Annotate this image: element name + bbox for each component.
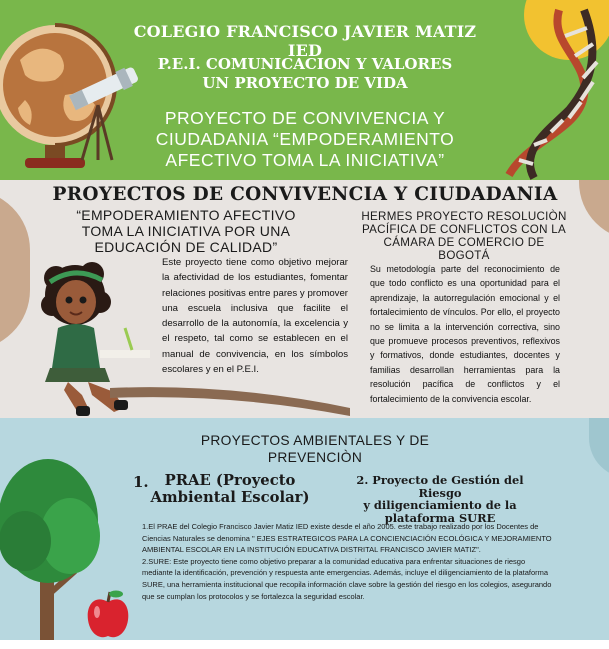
bottom-border (0, 640, 609, 649)
sure-heading (340, 474, 540, 524)
section-title (180, 432, 450, 466)
hermes-description: Su metodología parte del reconocimiento de que todo conflicto es una oportunidad para el aprendizaje, la autorregulación emocional y el fortalecimiento de vínculos. Por ello, el proyecto no se limita a la intervención correctiva, sino que promueve procesos preventivos, reflexivos y formativos, donde estudiantes, docentes y familias desarrollan herramientas para la resolución pacífica de conflictos y el fortalecimiento de la convivencia escolar. (370, 264, 560, 404)
hermes-title-line: BOGOTÁ (438, 249, 490, 262)
pei-subtitle: UN PROYECTO DE VIDA (202, 74, 408, 92)
convivencia-section (0, 180, 609, 418)
sure-heading-line: plataforma SURE (384, 510, 496, 525)
list-item: 2.SURE: Este proyecto tiene como objetivo preparar a la comunidad educativa para enfrentar situaciones de riesgo mediante la identificación, prevención y respuesta ante emergencias. Además, incluye el diligenciamiento de la plataforma SURE, una herramienta institucional que recopila información clave sobre la gestión del riesgo en los colegios, asegurando que se cumplan los protocolos y se fortalezca la seguridad escolar. (142, 556, 552, 601)
prae-number: 1. (133, 473, 149, 491)
project-title-line: CIUDADANIA “EMPODERAMIENTO (155, 129, 455, 149)
section-title-line: PROYECTOS AMBIENTALES Y DE (200, 433, 430, 448)
subtitle-line: TOMA LA INICIATIVA POR UNA (81, 223, 291, 239)
sure-heading-line: y diligenciamiento de la (363, 498, 517, 512)
project-title (130, 108, 480, 171)
header-banner (0, 0, 609, 180)
decorative-shape (589, 418, 609, 478)
school-name: COLEGIO FRANCISCO JAVIER MATIZ IED (133, 22, 477, 60)
section-title-line: PREVENCIÒN (267, 450, 363, 465)
sure-heading-line: 2. Proyecto de Gestión del Riesgo (356, 473, 524, 500)
hermes-title-line: CÁMARA DE COMERCIO DE (383, 236, 545, 249)
prae-heading-line: Ambiental Escolar) (150, 489, 310, 506)
convivencia-description: Este proyecto tiene como objetivo mejorar la afectividad de los estudiantes, fomentar relaciones positivas entre pares y promover una escuela inclusiva que facilite el desarrollo de la autonomía, la excelencia y el respeto, tal como se establecen en el manual de convivencia, en los símbolos escolares y en el P.E.I. (162, 257, 348, 376)
project-title-line: AFECTIVO TOMA LA INICIATIVA” (165, 150, 445, 170)
decorative-shape (579, 180, 609, 240)
decorative-shape (0, 190, 30, 350)
hermes-title (355, 210, 573, 262)
apple-icon (84, 588, 132, 640)
hermes-title-line: PACÍFICA DE CONFLICTOS CON LA (361, 223, 567, 236)
list-item: 1.El PRAE del Colegio Francisco Javier Matiz IED existe desde el año 2005. este trabajo realizado por los Docentes de Ciencias Naturales se denomina " EJES ESTRATEGICOS PARA LA CONCIENCIACIÓN ECOLÓGICA Y MEJORAMIENTO AMBIENTAL ESCOLAR EN LA INSTITUCIÓN EDUCATIVA DISTRITAL FRANCISCO JAVIER MATIZ". (142, 522, 552, 555)
subtitle-line: “EMPODERAMIENTO AFECTIVO (76, 207, 296, 223)
prae-heading-line: PRAE (Proyecto (164, 472, 296, 489)
prae-heading (150, 472, 310, 506)
dna-helix-illustration (489, 0, 609, 180)
project-list (142, 521, 558, 602)
section-title: PROYECTOS DE CONVIVENCIA Y CIUDADANIA (52, 184, 558, 205)
subtitle-line: EDUCACIÓN DE CALIDAD” (94, 239, 278, 255)
hermes-title-line: HERMES PROYECTO RESOLUCIÒN (361, 210, 567, 223)
tree-branch-decoration (110, 378, 350, 418)
pei-title: P.E.I. COMUNICACION Y VALORES (157, 55, 453, 73)
ambientales-section (0, 418, 609, 649)
project-title-line: PROYECTO DE CONVIVENCIA Y (164, 108, 446, 128)
section-subtitle (56, 207, 316, 255)
